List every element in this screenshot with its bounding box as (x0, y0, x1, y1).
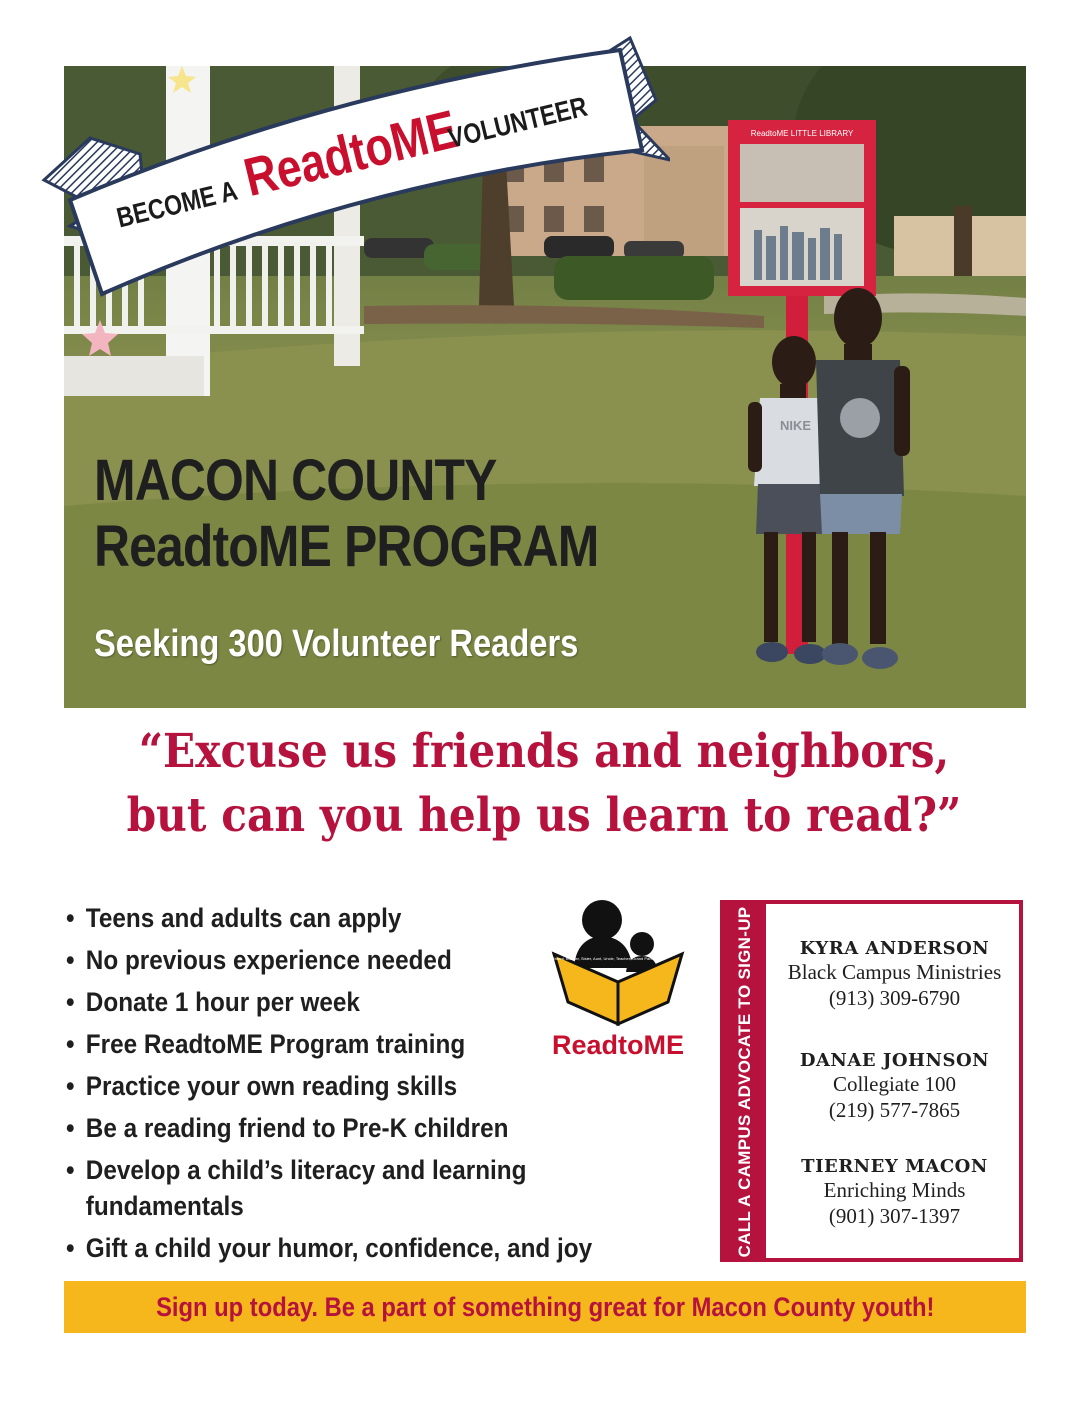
benefit-item: • Gift a child your humor, confidence, and joy (66, 1230, 624, 1266)
benefit-item: • Free ReadtoME Program training (66, 1026, 624, 1062)
shirt-logo: NIKE (780, 418, 812, 433)
quote (0, 720, 1088, 848)
contact-name: TIERNEY MACON (801, 1156, 988, 1177)
contact-strip-label: CALL A CAMPUS ADVOCATE TO SIGN-UP (735, 906, 754, 1258)
banner-prefix: BECOME A (113, 174, 241, 234)
banner-suffix: VOLUNTEER (444, 90, 590, 154)
banner-brand: ReadtoME (238, 99, 464, 208)
contact-phone[interactable]: (901) 307-1397 (828, 1204, 961, 1228)
quote-line2: but can you help us learn to read?” (126, 788, 962, 843)
benefit-item: • Donate 1 hour per week (66, 984, 624, 1020)
logo-text-part2: ME (643, 1030, 684, 1060)
benefit-item: • Teens and adults can apply (66, 900, 624, 936)
pink-star-icon (80, 318, 120, 358)
headline-line2: ReadtoME PROGRAM (94, 514, 599, 579)
signup-footer-bar (64, 1281, 1026, 1333)
contact-card (766, 1156, 1023, 1229)
footer-text: Sign up today. Be a part of something great for Macon County youth! (155, 1291, 935, 1322)
readtome-logo-text (548, 1030, 688, 1061)
headline-subtitle: Seeking 300 Volunteer Readers (94, 623, 579, 665)
contact-org: Collegiate 100 (832, 1072, 957, 1096)
benefit-item: • No previous experience needed (66, 942, 624, 978)
contact-org: Black Campus Ministries (787, 960, 1002, 984)
contact-strip (724, 904, 766, 1258)
contact-box (720, 900, 1023, 1262)
contact-phone[interactable]: (219) 577-7865 (828, 1098, 961, 1122)
contact-card (766, 1050, 1023, 1123)
volunteer-banner (30, 30, 670, 305)
quote-line1: “Excuse us friends and neighbors, (138, 724, 950, 779)
contact-card (766, 938, 1023, 1011)
contact-phone[interactable]: (913) 309-6790 (828, 986, 961, 1010)
logo-text-part1: Readto (551, 1030, 644, 1060)
logo-caption: Parent, Brother, Sister, Aunt, Uncle, Teacher, Grand Parent (551, 956, 657, 961)
contact-name: KYRA ANDERSON (799, 938, 990, 959)
headline (94, 448, 598, 580)
benefit-item: • Be a reading friend to Pre-K children (66, 1110, 624, 1146)
headline-line1: MACON COUNTY (94, 448, 497, 513)
library-sign: ReadtoME LITTLE LIBRARY (750, 129, 854, 138)
contact-org: Enriching Minds (823, 1178, 966, 1202)
contact-name: DANAE JOHNSON (799, 1050, 990, 1071)
benefit-item: • Practice your own reading skills (66, 1068, 624, 1104)
benefit-item: • Develop a child’s literacy and learning fundamentals (66, 1152, 552, 1224)
